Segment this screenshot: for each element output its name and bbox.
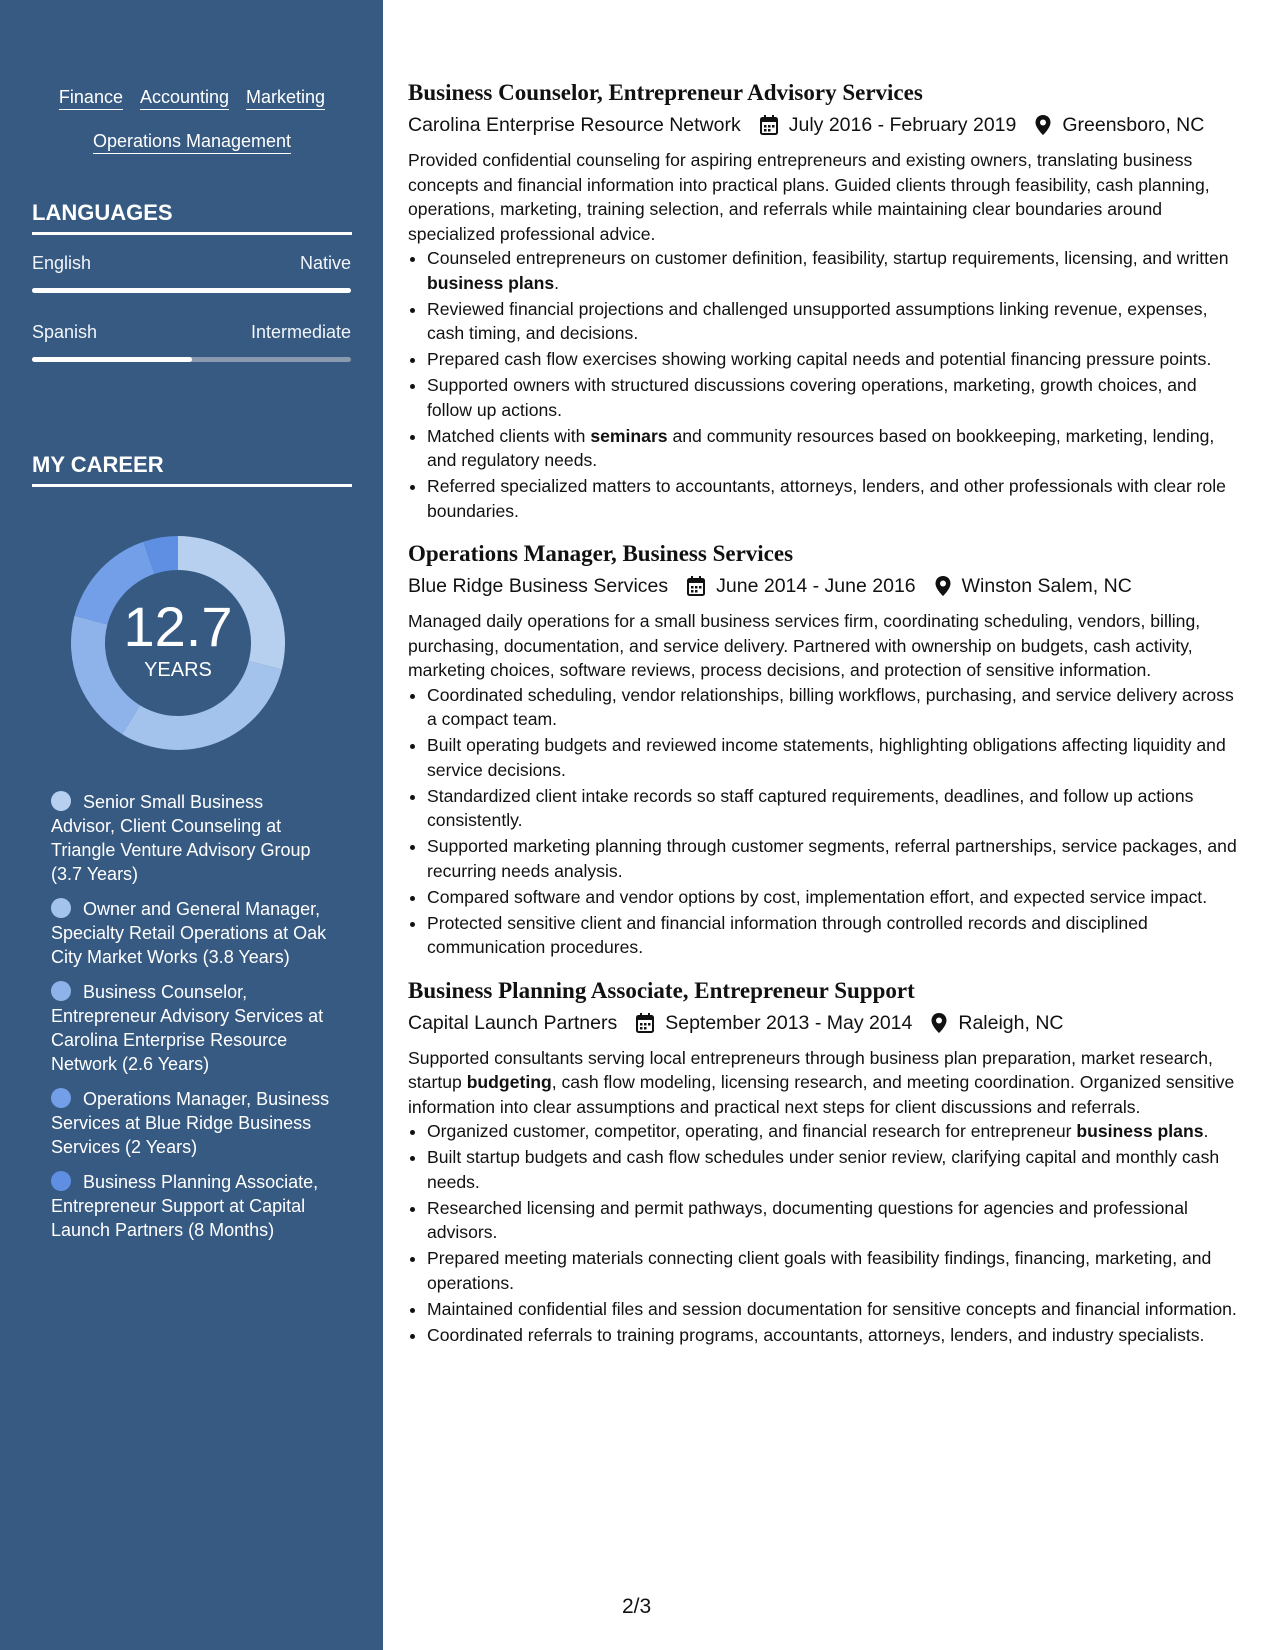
language-item — [32, 322, 351, 362]
job-bullet: • Built startup budgets and cash flow schedules under senior review, clarifying capital and monthly cash needs. — [427, 1145, 1240, 1194]
skill-tag: Marketing — [246, 86, 325, 110]
calendar-icon — [759, 114, 779, 136]
career-legend-item — [51, 1087, 331, 1159]
job-description: Supported consultants serving local entrepreneurs through business plan preparation, market research, startup budgeting, cash flow modeling, licensing research, and meeting coordination. Organized sensitive information into clear assumptions and practical next steps for client discussions and referrals. — [408, 1047, 1235, 1117]
job-title: Business Planning Associate, Entrepreneur Support — [408, 977, 915, 1003]
job-bullet: • Coordinated referrals to training programs, accountants, attorneys, lenders, and industry specialists. — [427, 1323, 1240, 1348]
location-pin-icon — [1034, 114, 1052, 136]
job-bullet: • Maintained confidential files and session documentation for sensitive concepts and financial information. — [427, 1297, 1240, 1322]
language-proficiency-bar — [32, 288, 351, 293]
job-location: Raleigh, NC — [958, 1011, 1064, 1034]
job-bullet: • Standardized client intake records so staff captured requirements, deadlines, and follow up actions consistently. — [427, 784, 1240, 833]
career-legend — [51, 790, 331, 1253]
career-legend-label: Business Planning Associate, Entrepreneur Support at Capital Launch Partners (8 Months) — [51, 1172, 319, 1240]
job-bullets — [408, 246, 1240, 523]
job-description: Provided confidential counseling for aspiring entrepreneurs and existing owners, translating business concepts and financial information into practical plans. Guided clients through feasibility, cash planning, operations, marketing, training selection, and referrals while maintaining clear boundaries around specialized professional advice. — [408, 150, 1210, 244]
job-dates: July 2016 - February 2019 — [788, 114, 1017, 136]
sidebar — [0, 0, 383, 1650]
job-bullets — [408, 1119, 1240, 1347]
career-legend-label: Senior Small Business Advisor, Client Counseling at Triangle Venture Advisory Group (3.7 Years) — [51, 792, 311, 884]
language-level: Native — [299, 253, 351, 273]
career-legend-item — [51, 980, 331, 1076]
job-entry — [408, 976, 1240, 1348]
job-entry — [408, 78, 1240, 523]
job-bullet: • Referred specialized matters to accountants, attorneys, lenders, and other professionals with clear role boundaries. — [427, 474, 1240, 523]
job-bullet: • Matched clients with seminars and community resources based on bookkeeping, marketing, lending, and regulatory needs. — [427, 424, 1240, 473]
languages-heading: LANGUAGES — [32, 200, 352, 235]
job-company: Blue Ridge Business Services — [408, 575, 669, 597]
experience-section — [408, 78, 1240, 1363]
job-description: Managed daily operations for a small business services firm, coordinating scheduling, vendors, billing, purchasing, documentation, and service delivery. Partnered with ownership on budgets, cash activity, marketing choices, software reviews, process decisions, and protection of sensitive information. — [408, 611, 1201, 680]
legend-dot-icon — [51, 1171, 71, 1191]
job-bullet: • Protected sensitive client and financial information through controlled records and disciplined communication procedures. — [427, 911, 1240, 960]
language-proficiency-fill — [32, 288, 351, 293]
career-heading: MY CAREER — [32, 452, 352, 487]
career-total-unit: YEARS — [144, 658, 212, 681]
job-bullet: • Prepared meeting materials connecting client goals with feasibility findings, financing, marketing, and operations. — [427, 1246, 1240, 1295]
skill-tag: Finance — [59, 86, 123, 110]
job-title: Business Counselor, Entrepreneur Advisory Services — [408, 80, 923, 105]
job-bullet: • Supported owners with structured discussions covering operations, marketing, growth choices, and follow up actions. — [427, 373, 1240, 422]
career-total-years: 12.7 — [123, 594, 233, 658]
job-location: Winston Salem, NC — [961, 575, 1132, 597]
job-meta — [408, 110, 1240, 140]
job-bullet: • Researched licensing and permit pathways, documenting questions for agencies and professional advisors. — [427, 1196, 1240, 1245]
job-bullet: • Built operating budgets and reviewed income statements, highlighting obligations affecting liquidity and service decisions. — [427, 733, 1240, 782]
job-dates: June 2014 - June 2016 — [716, 575, 916, 597]
job-bullet: • Prepared cash flow exercises showing working capital needs and potential financing pressure points. — [427, 347, 1240, 372]
job-meta — [408, 1008, 1240, 1038]
job-dates: September 2013 - May 2014 — [665, 1011, 913, 1034]
job-meta — [408, 571, 1240, 601]
language-name: English — [32, 253, 92, 273]
language-item — [32, 253, 351, 293]
job-bullet: • Coordinated scheduling, vendor relationships, billing workflows, purchasing, and service delivery across a compact team. — [427, 683, 1240, 732]
career-legend-label: Business Counselor, Entrepreneur Advisory Services at Carolina Enterprise Resource Network (2.6 Years) — [51, 982, 324, 1074]
skills-list — [32, 86, 352, 174]
job-bullet: • Counseled entrepreneurs on customer definition, feasibility, startup requirements, licensing, and written business plans. — [427, 246, 1240, 295]
job-title: Operations Manager, Business Services — [408, 541, 794, 566]
job-bullet: • Reviewed financial projections and challenged unsupported assumptions linking revenue, expenses, cash timing, and decisions. — [427, 297, 1240, 346]
location-pin-icon — [934, 575, 952, 597]
job-bullet: • Organized customer, competitor, operating, and financial research for entrepreneur business plans. — [427, 1119, 1240, 1144]
language-proficiency-bar — [32, 357, 351, 362]
job-bullets — [408, 683, 1240, 960]
career-legend-label: Owner and General Manager, Specialty Retail Operations at Oak City Market Works (3.8 Years) — [51, 899, 327, 967]
language-name: Spanish — [32, 322, 98, 342]
legend-dot-icon — [51, 981, 71, 1001]
location-pin-icon — [930, 1012, 948, 1034]
legend-dot-icon — [51, 1088, 71, 1108]
job-location: Greensboro, NC — [1062, 114, 1205, 136]
job-company: Carolina Enterprise Resource Network — [408, 114, 741, 136]
skill-tag: Accounting — [140, 86, 229, 110]
language-proficiency-fill — [32, 357, 192, 362]
job-company: Capital Launch Partners — [408, 1011, 618, 1034]
career-legend-item — [51, 897, 331, 969]
job-entry — [408, 539, 1240, 960]
legend-dot-icon — [51, 898, 71, 918]
skill-tag: Operations Management — [93, 130, 291, 154]
calendar-icon — [686, 575, 706, 597]
language-level: Intermediate — [250, 322, 351, 342]
page-number: 2/3 — [622, 1595, 652, 1618]
legend-dot-icon — [51, 791, 71, 811]
career-donut-chart — [64, 529, 292, 757]
calendar-icon — [635, 1012, 655, 1034]
job-bullet: • Compared software and vendor options by cost, implementation effort, and expected service impact. — [427, 885, 1240, 910]
career-legend-item — [51, 1170, 331, 1242]
career-legend-label: Operations Manager, Business Services at Blue Ridge Business Services (2 Years) — [51, 1089, 330, 1157]
job-bullet: • Supported marketing planning through customer segments, referral partnerships, service packages, and recurring needs analysis. — [427, 834, 1240, 883]
career-legend-item — [51, 790, 331, 886]
